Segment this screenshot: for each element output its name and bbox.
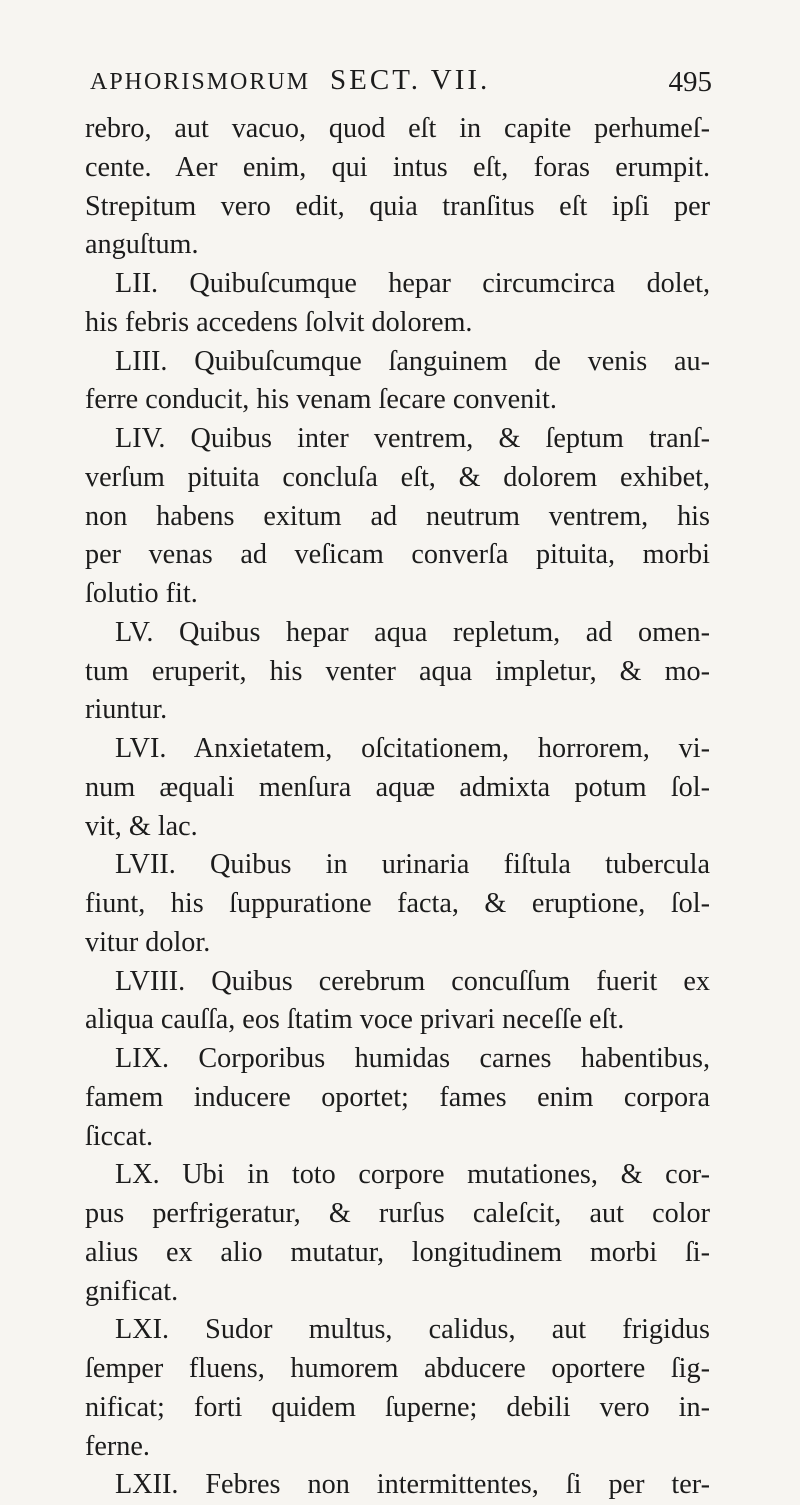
text-line: riuntur. [85,694,168,726]
text-line: Strepitum vero edit, quia tranſitus eſt ipſi per [85,190,710,222]
text-line: per venas ad veſicam converſa pituita, morbi [85,539,710,571]
text-line: LIX. Corporibus humidas carnes habentibus, [115,1043,710,1074]
text-line: aliqua cauſſa, eos ſtatim voce privari neceſſe eſt. [85,1004,625,1036]
text-line: LIV. Quibus inter ventrem, & ſeptum tranſ- [115,423,710,454]
aphorisms-text [85,110,710,1505]
text-line: verſum pituita concluſa eſt, & dolorem exhibet, [85,461,710,493]
text-line: ſemper fluens, humorem abducere oportere ſig- [85,1353,710,1384]
text-line: LXI. Sudor multus, calidus, aut frigidus [115,1314,710,1346]
text-line: anguſtum. [85,229,199,261]
text-line: LX. Ubi in toto corpore mutationes, & cor- [115,1159,710,1191]
text-line: ferre conducit, his venam ſecare convenit. [85,384,557,416]
section-label: SECT. VII. [330,64,491,96]
text-line: LII. Quibuſcumque hepar circumcirca dolet, [115,268,710,299]
text-line: non habens exitum ad neutrum ventrem, his [85,500,710,532]
text-line: rebro, aut vacuo, quod eſt in capite perhumeſ- [85,113,710,144]
running-title: APHORISMORUM [90,69,311,95]
text-line: ſolutio fit. [85,578,198,609]
text-line: fiunt, his ſuppuratione facta, & eruptione, ſol- [85,888,710,919]
text-line: LV. Quibus hepar aqua repletum, ad omen- [115,616,710,648]
text-line: cente. Aer enim, qui intus eſt, foras erumpit. [85,151,710,183]
text-line: pus perfrigeratur, & rurſus caleſcit, aut color [85,1198,710,1229]
text-line: nificat; forti quidem ſuperne; debili vero in- [85,1391,710,1423]
text-line: LVIII. Quibus cerebrum concuſſum fuerit ex [115,965,710,997]
text-line: num æquali menſura aquæ admixta potum ſol- [85,771,710,803]
text-line: LXII. Febres non intermittentes, ſi per ter- [115,1469,710,1501]
text-line: LVII. Quibus in urinaria fiſtula tubercula [115,849,710,881]
text-line: ferne. [85,1430,150,1462]
text-line: vit, & lac. [85,810,198,842]
text-line: his febris accedens ſolvit dolorem. [85,306,473,338]
text-line: alius ex alio mutatur, longitudinem morbi ſi- [85,1236,710,1268]
text-line: LIII. Quibuſcumque ſanguinem de venis au- [115,345,710,377]
running-head [90,64,712,104]
text-line: vitur dolor. [85,926,211,958]
text-line: ſiccat. [85,1120,154,1152]
text-line: famem inducere oportet; fames enim corpora [85,1081,710,1113]
text-line: LVI. Anxietatem, oſcitationem, horrorem, vi- [115,733,710,764]
text-line: gnificat. [85,1275,179,1307]
page-number: 495 [668,66,712,98]
text-line: tum eruperit, his venter aqua impletur, & mo- [85,655,710,687]
